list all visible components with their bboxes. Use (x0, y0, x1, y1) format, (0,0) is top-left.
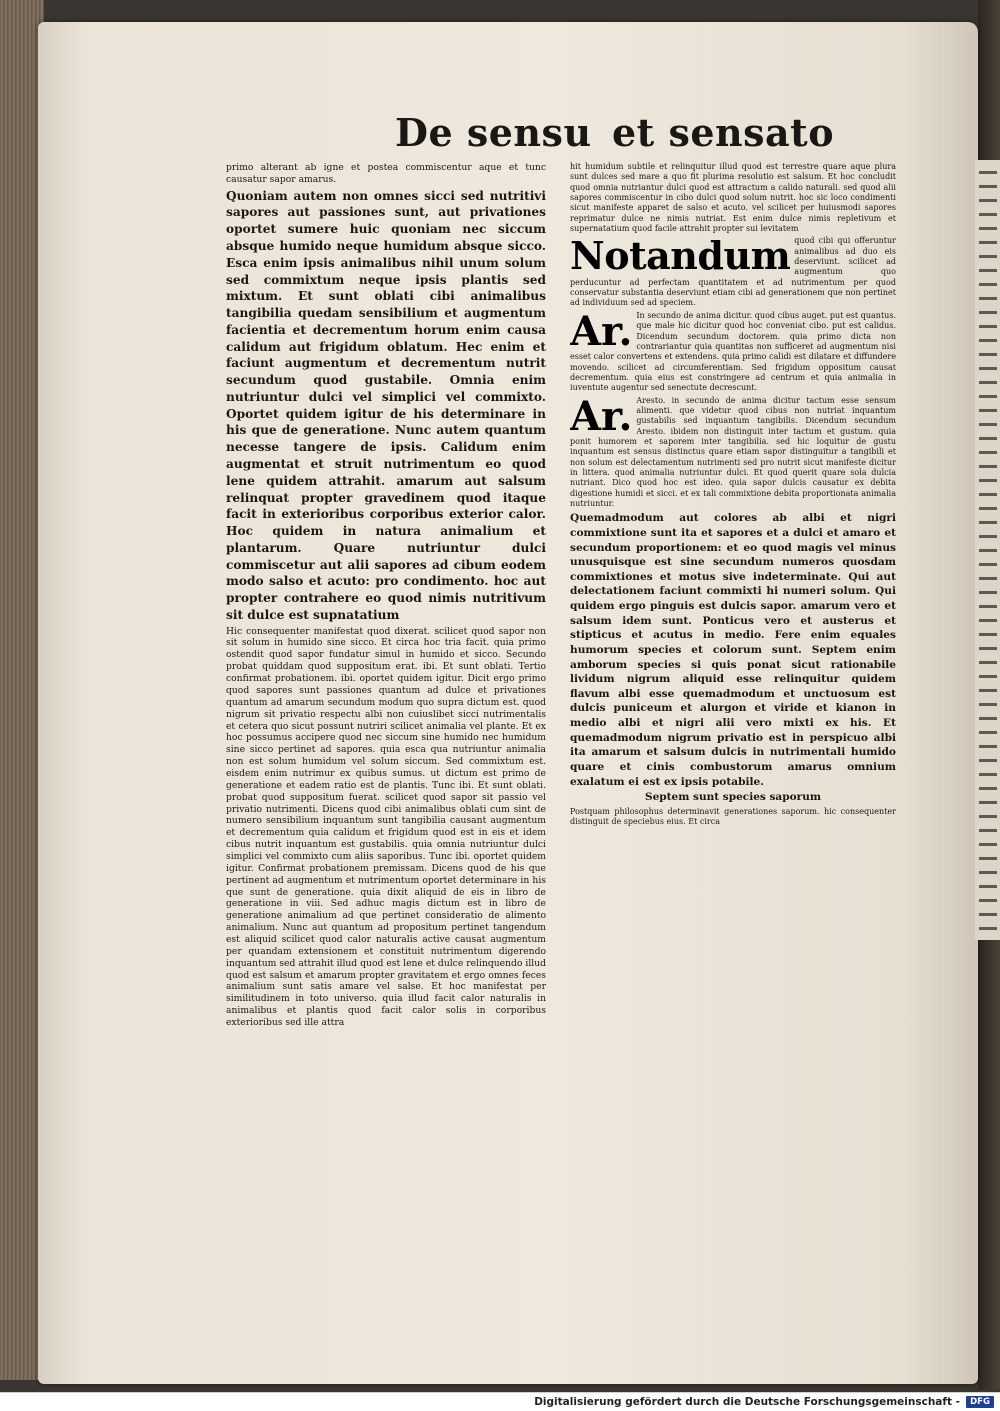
paragraph-text: Hic consequenter manifestat quod dixerat. scilicet quod sapor non sit solum in humido sine sicco. Et circa hoc tria facit. quia primo ostendit quod sapor fundatur simul in humido et sicco. Secundo probat quiddam quod suppositum erat. ibi. Et sunt oblati. Tertio confirmat probationem. ibi. oportet quidem igitur. Dicit ergo primo quod sapores sunt passiones quantum ad dulce et privationes quantum ad amarum secundum modum quo supra dictum est. quod nigrum sit privatio respectu albi non cuiuslibet sicci nutrimentalis et cetera quo sicut possunt nutriri scilicet animalia vel plante. Et ex hoc possumus accipere quod nec siccum sine humido nec humidum sine sicco pertinet ad sapores. quia esca qua nutriuntur animalia non est solum humidum vel solum siccum. Sed commixtum est. eisdem enim nutrimur ex quibus sumus. ut dictum est primo de generatione et eadem ratio est de plantis. Tunc ibi. Et sunt oblati. probat quod suppositum fuerat. scilicet quod sapor sit passio vel privatio nutrimenti. Dicens quod cibi animalibus oblati cum sint de numero sensibilium inquantum sunt tangibilia causant augmentum et decrementum quia calidum et frigidum quod est in eis et idem cibus nutrit inquantum est gustabilis. quia omnia nutriuntur dulci simplici vel commixto cum aliis saporibus. Tunc ibi. oportet quidem igitur. Confirmat probationem premissam. Dicens quod de his que pertinent ad augmentum et nutrimentum oportet determinare in his que sunt de generatione. quia dixit aliquid de eis in libro de generatione in viii. Sed adhuc magis dictum est in libro de generatione animalium ad que pertinet consideratio de alimento animalium. Nunc aut quantum ad propositum pertinet tangendum est aliquid scilicet quod calor naturalis active causat augmentum per quandam extensionem et constituit nutrimentum digerendo inquantum sed attrahit illud quod est lene et dulce relinquendo illud quod est salsum et amarum propter gravitatem et ergo omnes feces animalium sunt satis amare vel salse. Et hoc manifestat per similitudinem in toto universo. quia illud facit calor naturalis in animalibus et plantis quod facit calor solis in corporibus exterioribus sed ille attra (226, 625, 546, 1028)
facing-text-line (979, 507, 997, 510)
facing-text-line (979, 479, 997, 482)
paragraph (226, 162, 546, 186)
facing-text-line (979, 563, 997, 566)
facing-text-line (979, 311, 997, 314)
facing-text-line (979, 773, 997, 776)
facing-page-edge (975, 160, 1000, 940)
facing-text-line (979, 451, 997, 454)
facing-text-line (979, 619, 997, 622)
facing-text-line (979, 829, 997, 832)
paragraph (570, 307, 896, 394)
paragraph (570, 511, 896, 789)
paragraph-text: Quoniam autem non omnes sicci sed nutritivi sapores aut passiones sunt, aut privationes oportet sumere huic quoniam nec siccum absque humido neque humidum absque sicco. Esca enim ipsis animalibus nihil unum solum sed commixtum neque ipsis plantis sed mixtum. Et sunt oblati cibi animalibus tangibilia quedam sensibilium et augmentum facientia et decrementum horum enim causa calidum aut frigidum oblatum. Hec enim et faciunt augmentum et decrementum nutrit secundum quod gustabile. Omnia enim nutriuntur dulci vel simplici vel commixto. Oportet quidem igitur de his determinare in his que de generatione. Nunc autem quantum necesse tangere de ipsis. Calidum enim augmentat et struit nutrimentum eo quod lene quidem attrahit. amarum aut salsum relinquat propter gravedinem quod itaque facit in exterioribus corporibus exterior calor. Hoc quidem in natura animalium et plantarum. Quare nutriuntur dulci commiscetur aut alii sapores ad cibum eodem modo salso et acuto: pro condimento. hoc aut propter contrahere eo quod nimis nutritivum sit dulce est supnatatium (226, 188, 546, 622)
facing-text-line (979, 885, 997, 888)
facing-text-line (979, 227, 997, 230)
facing-text-line (979, 297, 997, 300)
facing-text-line (979, 787, 997, 790)
initial-letter: Notandum (570, 233, 791, 279)
paragraph (226, 188, 546, 624)
facing-text-line (979, 899, 997, 902)
paragraph (226, 626, 546, 1029)
paragraph-text: Aresto. in secundo de anima dicitur tactum esse sensum alimenti. que videtur quod cibus non nutriat inquantum gustabilis sed inquantum tangibilis. Dicendum secundum Aresto. ibidem non distinguit inter tactum et gustum. quia ponit humorem et saporem inter tangibilia. sed hic loquitur de gustu inquantum est sensus distinctus quare etiam sapor distinguitur a tangibili et non solum est delectamentum nutrimenti sed pro nutrit sicut manifeste dicitur in littera. quod animalia nutriuntur dulci. Et quod querit quare sola dulcia nutriant. Dico quod hoc est ideo. quia sapor dulcis causatur ex debita digestione humidi et sicci. et ex tali commixtione debita proportionata animalia nutriuntur. (570, 395, 896, 508)
facing-text-line (979, 521, 997, 524)
facing-text-line (979, 591, 997, 594)
facing-text-line (979, 577, 997, 580)
paragraph-text: quod cibi qui offeruntur animalibus ad duo eis deserviunt. scilicet ad augmentum quo perducuntur ad perfectam quantitatem et ad nutrimentum per quod conservatur substantia deserviunt etiam cibi ad generationem que non pertinet ad individuum sed ad speciem. (570, 236, 896, 308)
facing-text-line (979, 675, 997, 678)
facing-text-line (979, 535, 997, 538)
facing-text-line (979, 283, 997, 286)
footer-bar (0, 1392, 1000, 1411)
dfg-logo: DFG (966, 1396, 994, 1408)
paragraph (570, 807, 896, 828)
paragraph-text: Postquam philosophus determinavit generationes saporum. hic consequenter distinguit de speciebus eius. Et circa (570, 806, 896, 827)
paragraph-text: Quemadmodum aut colores ab albi et nigri commixtione sunt ita et sapores et a dulci et amaro et secundum proportionem: et eo quod magis vel minus unusquisque est sine secundum numeros quosdam commixtiones et motus sive indeterminate. Qui aut delectationem faciunt commixti hi numeri solum. Qui quidem ergo pinguis est dulcis sapor. amarum vero et salsum idem sunt. Ponticus vero et austerus et stipticus et acutus in medio. Fere enim equales humorum species et colorum sunt. Septem enim amborum species si quis ponat sicut rationabile lividum nigrum aliquid esse relinquitur quidem flavum albi esse quemadmodum et unctuosum est dulcis puniceum et alurgon et viride et kianon in medio albi et nigri alii vero mixti ex his. Et quemadmodum nigrum privatio est in perspicuo albi ita amarum et salsum dulcis in nutrimentali humido quare et cinis combustorum amarus omnium exalatum ei est ex ipsis potabile. (570, 512, 896, 788)
facing-text-line (979, 465, 997, 468)
running-head-left: De sensu (395, 110, 592, 155)
facing-text-line (979, 871, 997, 874)
facing-text-line (979, 703, 997, 706)
facing-text-line (979, 185, 997, 188)
running-head-right: et sensato (612, 110, 835, 155)
facing-text-line (979, 633, 997, 636)
facing-text-line (979, 409, 997, 412)
facing-text-line (979, 857, 997, 860)
funding-credit: Digitalisierung gefördert durch die Deutsche Forschungsgemeinschaft - (534, 1396, 960, 1408)
facing-text-line (979, 255, 997, 258)
initial-letter: Ar. (570, 307, 633, 355)
paragraph-text: In secundo de anima dicitur. quod cibus auget. put est quantus. que male hic dicitur quod hoc conveniat cibo. put est calidus. Dicendum secundum doctorem. quia primo dicta non contrariantur quia quantitas non sufficeret ad augmentum nisi esset calor convertens et extendens. quia primo calidi est dilatare et diffundere movendo. scilicet ad circumferentiam. Sed frigidum oppositum causat decrementum. quia eius est constringere ad centrum et quia animalia in iuventute augentur sed senectute decrescunt. (570, 310, 896, 393)
left-text-column (226, 162, 546, 1037)
paragraph-text: primo alterant ab igne et postea commiscentur aque et tunc causatur sapor amarus. (226, 162, 546, 185)
facing-text-line (979, 325, 997, 328)
paragraph (570, 162, 896, 234)
facing-text-line (979, 801, 997, 804)
facing-text-line (979, 843, 997, 846)
initial-letter: Ar. (570, 392, 633, 440)
facing-text-line (979, 213, 997, 216)
facing-text-line (979, 927, 997, 930)
facing-text-line (979, 395, 997, 398)
facing-text-line (979, 717, 997, 720)
facing-text-line (979, 171, 997, 174)
facing-text-line (979, 745, 997, 748)
paragraph (570, 233, 896, 308)
facing-text-line (979, 381, 997, 384)
facing-text-line (979, 423, 997, 426)
facing-text-line (979, 269, 997, 272)
facing-text-line (979, 437, 997, 440)
facing-text-line (979, 913, 997, 916)
facing-text-line (979, 493, 997, 496)
facing-text-line (979, 241, 997, 244)
facing-text-line (979, 339, 997, 342)
facing-text-line (979, 353, 997, 356)
paragraph-text: Septem sunt species saporum (644, 791, 821, 804)
facing-text-line (979, 647, 997, 650)
facing-text-line (979, 605, 997, 608)
facing-text-line (979, 367, 997, 370)
facing-text-line (979, 199, 997, 202)
facing-text-line (979, 689, 997, 692)
facing-text-line (979, 731, 997, 734)
facing-text-line (979, 815, 997, 818)
paragraph (570, 791, 896, 805)
paragraph (570, 392, 896, 510)
paragraph-text: hit humidum subtile et relinquitur illud quod est terrestre quare aque plura sunt dulces sed mare a quo fit plurima resolutio est salsum. Et hoc concludit quod omnia nutriantur dulci quod est attractum a calido naturali. sed quod alii sapores commiscentur in cibo dulci quod solum nutrit. hoc sic loco condimenti sicut manifeste apparet de salso et acuto. vel scilicet per huiusmodi sapores reprimatur dulce ne nimis nutriat. Est enim dulce nimis repletivum et supernatatium quod facile attrahit propter sui levitatem (570, 162, 896, 234)
right-text-column (570, 162, 896, 842)
facing-text-line (979, 661, 997, 664)
facing-text-line (979, 549, 997, 552)
facing-text-line (979, 759, 997, 762)
